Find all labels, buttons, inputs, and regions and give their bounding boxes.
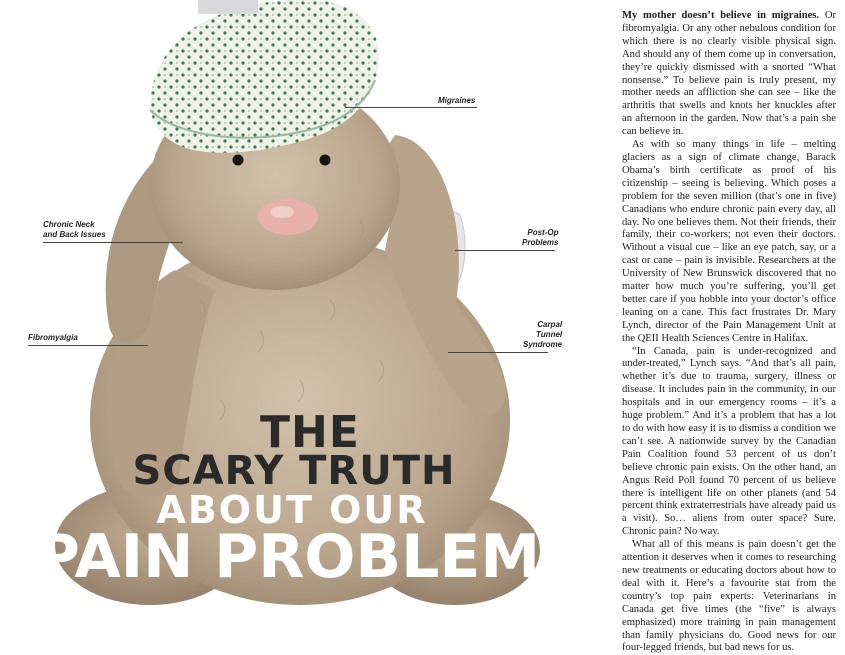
article-column: [622, 10, 836, 654]
callout-carpal-line: [448, 352, 548, 353]
right-eye-shape: [320, 155, 331, 166]
callout-neck-back: [43, 220, 106, 240]
callout-post-op: [522, 228, 558, 248]
callout-postop-line: [455, 250, 555, 251]
callout-fibro-line: [28, 345, 148, 346]
ice-bag-cap-shape: [198, 0, 258, 14]
article-paragraph-2: As with so many things in life – melting glaciers as a sign of climate change, Barack Obama’s birth certificate as proof of his citizenship – seeing is believing. Which poses a problem for the seven million (that’s one in five) Canadians who endure chronic pain every day, all day. No one believes them. Not their friends, their family, their co-workers; not even their doctors. Without a visual cue – like an eye patch, say, or a cast or cane – pain is invisible. Researchers at the University of New Brunswick discovered that no matter how much you’re suffering, you’ll get better care if you hobble into your doctor’s office leaning on a cane. This fact frustrates Dr. Mary Lynch, director of the Pain Management Unit at the QEII Health Sciences Centre in Halifax.: [622, 139, 836, 344]
article-paragraph-1-text: Or fibromyalgia. Or any other nebulous condition for which there is no clearly visible physical sign. And should any of them come up in conversation, they’re quickly dismissed with a snorted “What nonsense.” To believe pain is truly present, my mother needs an affliction she can see – like the arthritis that swells and knots her knuckles after an afternoon in the garden. Now that’s a pain she can believe in.: [622, 10, 836, 138]
callout-neck-line: [43, 242, 183, 243]
callout-carpal-tunnel: [523, 320, 562, 350]
headline-line-1: THE: [260, 407, 360, 458]
article-paragraph-3: “In Canada, pain is under-recognized and under-treated,” Lynch says. “And that’s all pain, whether it’s due to trauma, surgery, illness or disease. It includes pain in the community, in our hospitals and in our emergency rooms – it’s a huge problem.” And it’s a problem that has a lot to do with how easy it is to dismiss a condition we can’t see. A nationwide survey by the Canadian Pain Coalition found 53 percent of us don’t believe chronic pain exists. On the other hand, an Angus Reid Poll found 70 percent of us believe there is intelligent life on other planets (and 54 percent think extraterrestrials have already paid us a visit). So… aliens from outer space? Sure. Chronic pain? No way.: [622, 345, 836, 538]
article-lead: My mother doesn’t believe in migraines.: [622, 10, 820, 21]
article-paragraph-1: [622, 10, 836, 139]
callout-fibromyalgia: Fibromyalgia: [28, 333, 78, 342]
callout-neck-line-2: and Back Issues: [43, 230, 106, 239]
article-paragraph-4: What all of this means is pain doesn’t get the attention it deserves when it comes to researching new treatments or educating doctors about how to deal with it. Here’s a favourite stat from the country’s top pain experts: Veterinarians in Canada get five times (the “five” is always emphasized) more training in pain management than family physicians do. Good news for our four-legged friends, but bad news for us.: [622, 539, 836, 654]
callout-migraines: Migraines: [438, 96, 476, 105]
headline-line-3: ABOUT OUR: [156, 488, 428, 532]
callout-migraines-line: [345, 107, 477, 108]
headline-line-2: SCARY TRUTH: [132, 448, 456, 494]
left-eye-shape: [233, 155, 244, 166]
callout-carpal-line-1: Carpal: [537, 320, 563, 329]
callout-carpal-line-2: Tunnel: [536, 330, 563, 339]
callout-postop-line-2: Problems: [522, 238, 559, 247]
callout-carpal-line-3: Syndrome: [523, 340, 563, 349]
callout-neck-line-1: Chronic Neck: [43, 220, 95, 229]
headline-line-4: PAIN PROBLEM: [35, 522, 541, 592]
callout-postop-line-1: Post-Op: [527, 228, 559, 237]
